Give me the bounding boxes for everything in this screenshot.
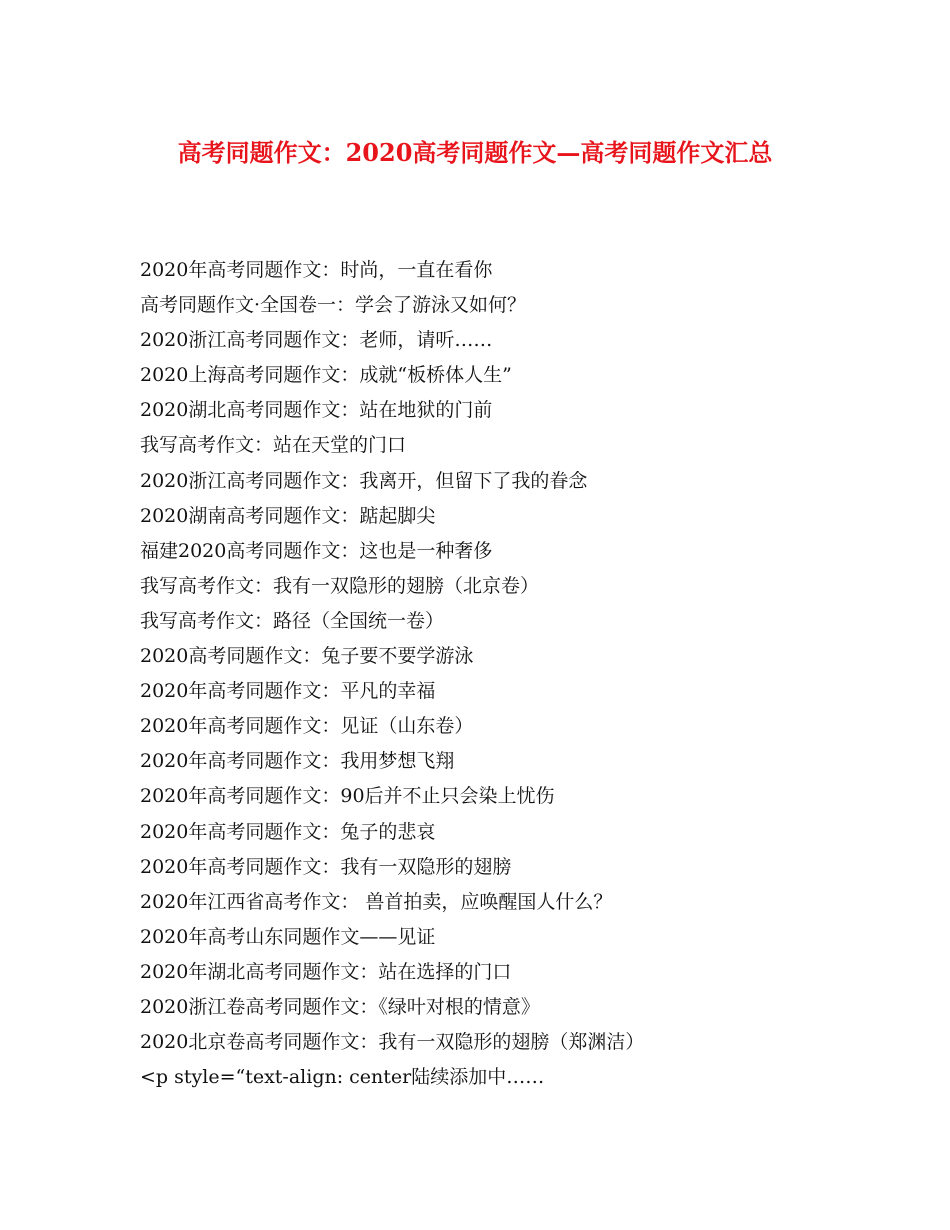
list-item: 2020年高考山东同题作文——见证 <box>140 925 436 948</box>
list-item: 2020浙江卷高考同题作文：《绿叶对根的情意》 <box>140 995 540 1018</box>
list-item: 2020年高考同题作文：我有一双隐形的翅膀 <box>140 855 512 878</box>
document-title: 高考同题作文：2020高考同题作文—高考同题作文汇总 <box>177 138 773 167</box>
list-item: 2020年江西省高考作文： 兽首拍卖，应唤醒国人什么？ <box>140 890 613 913</box>
list-item: 2020高考同题作文：兔子要不要学游泳 <box>140 645 474 668</box>
list-item: 2020浙江高考同题作文：老师，请听…… <box>140 329 493 352</box>
article-list <box>140 253 840 1095</box>
list-item: <p style=“text-align: center陆续添加中…… <box>140 1066 545 1089</box>
list-item: 2020年高考同题作文：平凡的幸福 <box>140 680 436 703</box>
list-item: 2020年高考同题作文：90后并不止只会染上忧伤 <box>140 785 555 808</box>
list-item: 2020年高考同题作文：时尚，一直在看你 <box>140 259 493 281</box>
list-item: 我写高考作文：我有一双隐形的翅膀（北京卷） <box>140 574 540 597</box>
list-item: 2020湖南高考同题作文：踮起脚尖 <box>140 504 436 527</box>
list-item: 2020年高考同题作文：我用梦想飞翔 <box>140 750 455 773</box>
list-item: 2020年高考同题作文：兔子的悲哀 <box>140 820 436 843</box>
list-item: 我写高考作文：站在天堂的门口 <box>140 434 407 457</box>
list-item: 2020年高考同题作文：见证（山东卷） <box>140 715 474 738</box>
list-item: 2020北京卷高考同题作文：我有一双隐形的翅膀（郑渊洁） <box>140 1031 645 1054</box>
list-item: 2020湖北高考同题作文：站在地狱的门前 <box>140 399 493 422</box>
list-item: 我写高考作文：路径（全国统一卷） <box>140 609 445 632</box>
list-item: 2020年湖北高考同题作文：站在选择的门口 <box>140 960 512 983</box>
list-item: 2020上海高考同题作文：成就“板桥体人生” <box>140 364 512 387</box>
list-item: 福建2020高考同题作文：这也是一种奢侈 <box>140 539 493 562</box>
list-item: 高考同题作文·全国卷一：学会了游泳又如何？ <box>140 294 527 317</box>
list-item: 2020浙江高考同题作文：我离开，但留下了我的眷念 <box>140 469 588 492</box>
